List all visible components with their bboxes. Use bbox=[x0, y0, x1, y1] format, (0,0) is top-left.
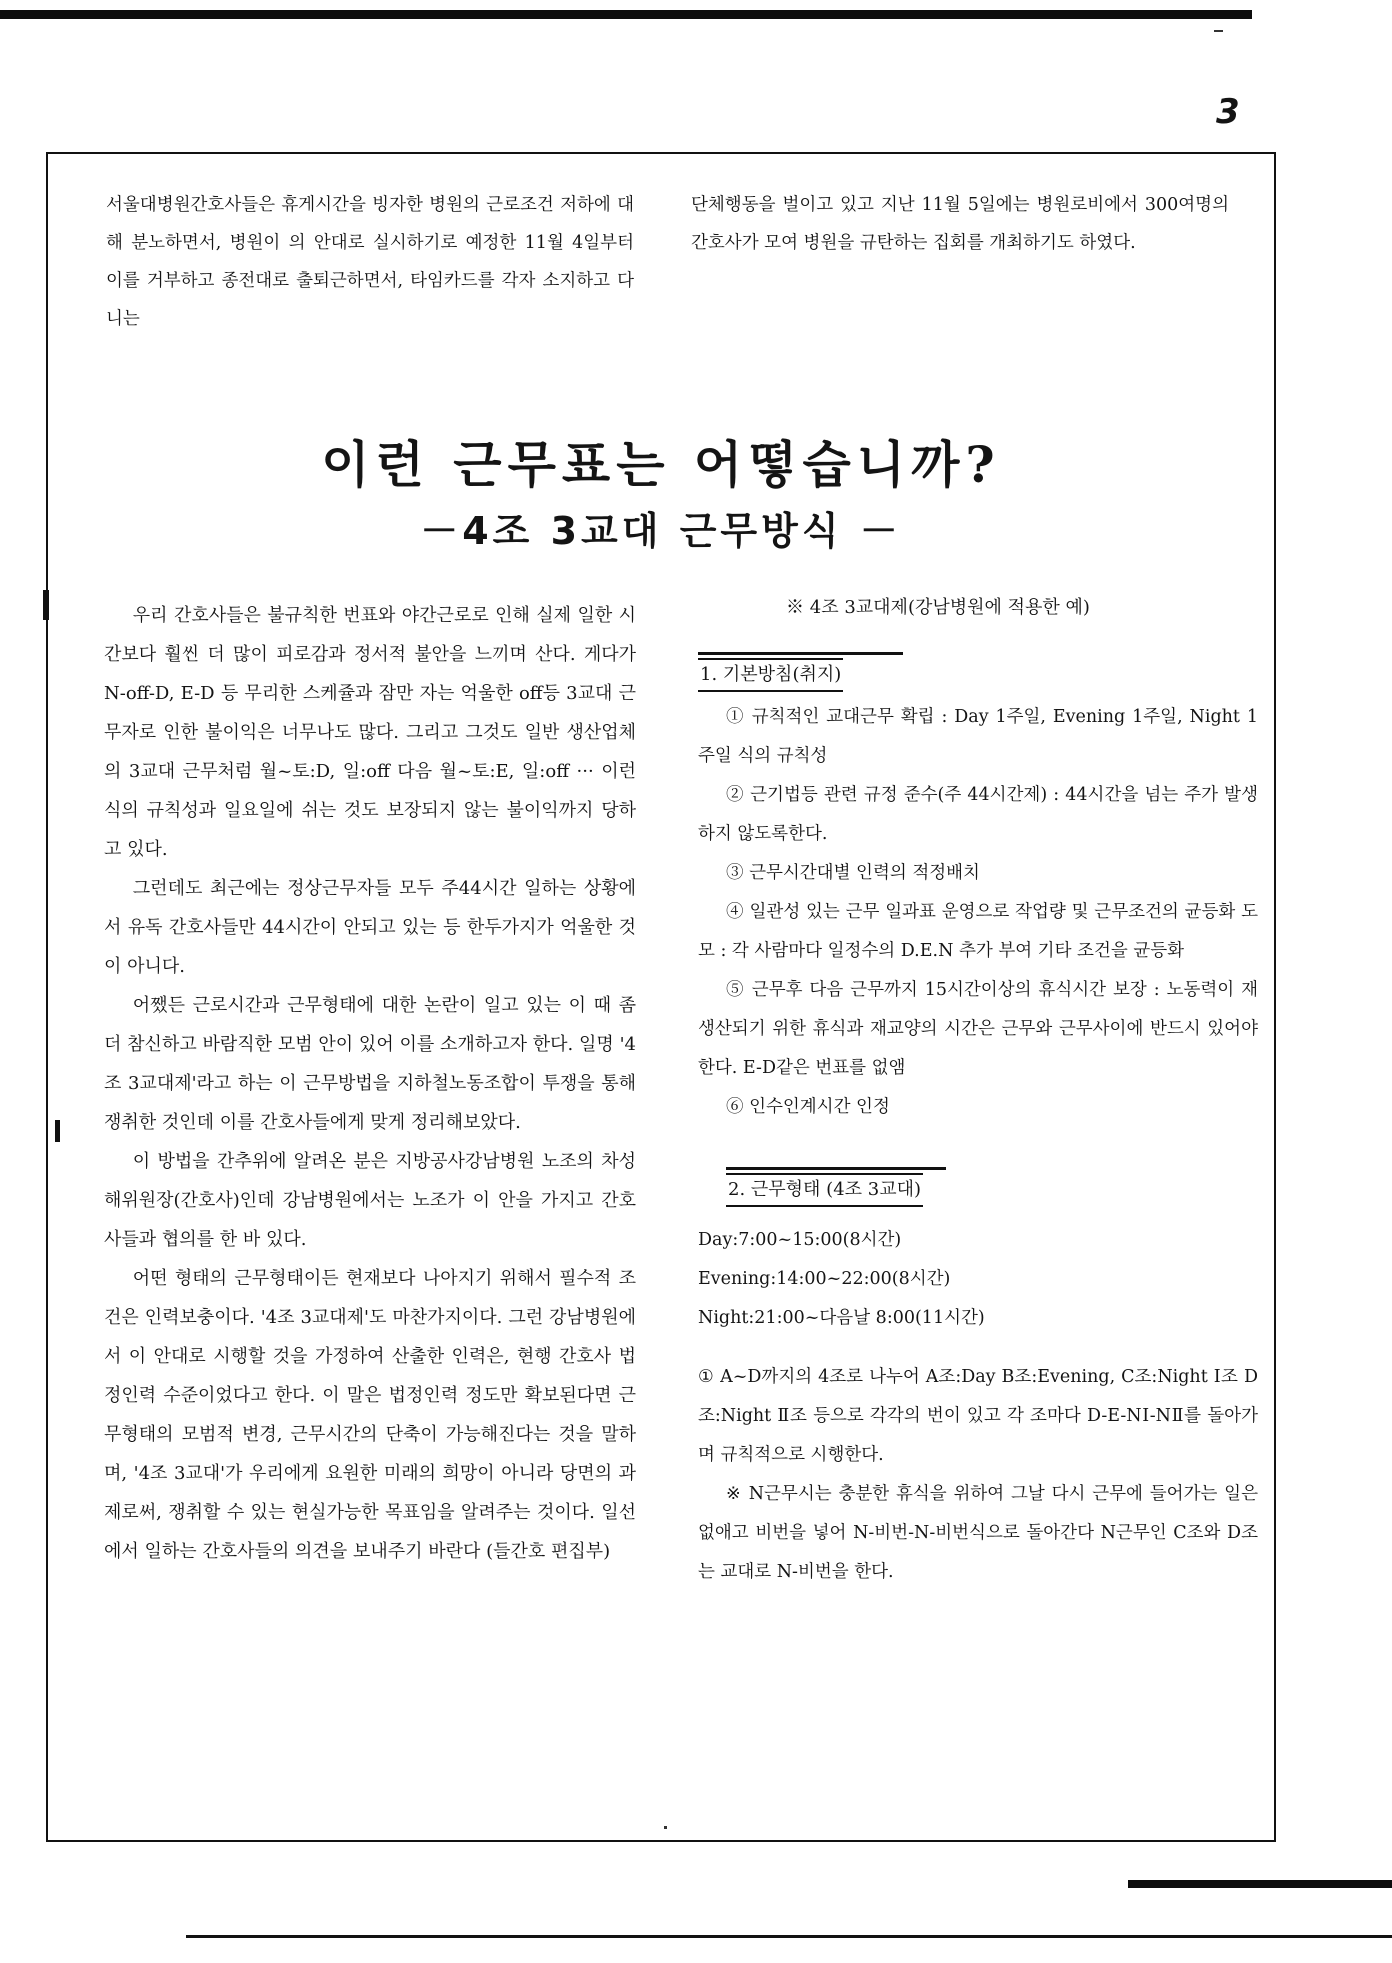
body-left-column bbox=[104, 596, 636, 1571]
shift-time: Night:21:00~다음날 8:00(11시간) bbox=[698, 1308, 985, 1328]
section2-note: ※ N근무시는 충분한 휴식을 위하여 그날 다시 근무에 들어가는 일은 없애고 비번을 넣어 N-비번-N-비번식으로 돌아간다 N근무인 C조와 D조는 교대로 N-비번을 한다. bbox=[698, 1484, 1258, 1582]
section2-heading-wrap bbox=[726, 1173, 1258, 1213]
heading-rule bbox=[726, 1167, 946, 1170]
section1-heading: 1. 기본방침(취지) bbox=[698, 658, 843, 692]
intro-right-text: 단체행동을 벌이고 있고 지난 11월 5일에는 병원로비에서 300여명의 간호사가 모여 병원을 규탄하는 집회를 개최하기도 하였다. bbox=[691, 195, 1229, 253]
bottom-border-bar bbox=[1128, 1880, 1392, 1888]
article-title: 이런 근무표는 어떻습니까? bbox=[321, 435, 1001, 494]
section1-item: ① 규칙적인 교대근무 확립 : Day 1주일, Evening 1주일, Night 1주일 식의 규칙성 bbox=[698, 707, 1258, 766]
intro-left-text: 서울대병원간호사들은 휴게시간을 빙자한 병원의 근로조건 저하에 대해 분노하면서, 병원이 의 안대로 실시하기로 예정한 11월 4일부터 이를 거부하고 종전대로 출퇴근하면서, 타임카드를 각자 소지하고 다니는 bbox=[106, 195, 634, 329]
article-subtitle: －4조 3교대 근무방식 － bbox=[420, 509, 902, 553]
section2-heading: 2. 근무형태 (4조 3교대) bbox=[726, 1173, 923, 1207]
intro-left-column bbox=[106, 186, 634, 338]
shift-time: Day:7:00~15:00(8시간) bbox=[698, 1230, 902, 1250]
body-right-column bbox=[698, 594, 1258, 1592]
page-number: 3 bbox=[1216, 92, 1240, 132]
intro-right-column bbox=[691, 186, 1229, 262]
body-paragraph: 그런데도 최근에는 정상근무자들 모두 주44시간 일하는 상황에서 유독 간호사들만 44시간이 안되고 있는 등 한두가지가 억울한 것이 아니다. bbox=[104, 878, 636, 977]
section1-item: ⑥ 인수인계시간 인정 bbox=[726, 1097, 890, 1117]
scan-mark bbox=[55, 1120, 60, 1142]
body-paragraph: 우리 간호사들은 불규칙한 번표와 야간근로로 인해 실제 일한 시간보다 훨씬 더 많이 피로감과 정서적 불안을 느끼며 산다. 게다가 N-off-D, E-D 등 무리한 스케쥴과 잠만 자는 억울한 off등 3교대 근무자로 인한 불이익은 너무나도 많다. 그리고 그것도 일반 생산업체의 3교대 근무처럼 월~토:D, 일:off 다음 월~토:E, 일:off ··· 이런 식의 규칙성과 일요일에 쉬는 것도 보장되지 않는 불이익까지 당하고 있다. bbox=[104, 605, 636, 860]
scan-mark bbox=[43, 590, 49, 620]
heading-rule bbox=[698, 652, 903, 655]
section1-item: ⑤ 근무후 다음 근무까지 15시간이상의 휴식시간 보장 : 노동력이 재생산되기 위한 휴식과 재교양의 시간은 근무와 근무사이에 반드시 있어야 한다. E-D같은 번표를 없앰 bbox=[698, 980, 1258, 1078]
section1-heading-wrap bbox=[698, 658, 1258, 698]
shift-time: Evening:14:00~22:00(8시간) bbox=[698, 1269, 951, 1289]
example-caption: ※ 4조 3교대제(강남병원에 적용한 예) bbox=[786, 597, 1090, 618]
section1-item: ② 근기법등 관련 규정 준수(주 44시간제) : 44시간을 넘는 주가 발생하지 않도록한다. bbox=[698, 785, 1258, 844]
bottom-border-line bbox=[186, 1935, 1392, 1938]
body-paragraph: 이 방법을 간추위에 알려온 분은 지방공사강남병원 노조의 차성해위원장(간호사)인데 강남병원에서는 노조가 이 안을 가지고 간호사들과 협의를 한 바 있다. bbox=[104, 1151, 636, 1250]
body-paragraph: 어쨌든 근로시간과 근무형태에 대한 논란이 일고 있는 이 때 좀 더 참신하고 바람직한 모범 안이 있어 이를 소개하고자 한다. 일명 '4조 3교대제'라고 하는 이 근무방법을 지하철노동조합이 투쟁을 통해 쟁취한 것인데 이를 간호사들에게 맞게 정리해보았다. bbox=[104, 995, 636, 1133]
section2-rule: ① A~D까지의 4조로 나누어 A조:Day B조:Evening, C조:Night Ⅰ조 D조:Night Ⅱ조 등으로 각각의 번이 있고 각 조마다 D-E-NⅠ-NⅡ를 돌아가며 규칙적으로 시행한다. bbox=[698, 1367, 1258, 1465]
top-border-bar bbox=[0, 10, 1252, 19]
section1-item: ③ 근무시간대별 인력의 적정배치 bbox=[726, 863, 980, 883]
section1-item: ④ 일관성 있는 근무 일과표 운영으로 작업량 및 근무조건의 균등화 도모 : 각 사람마다 일정수의 D.E.N 추가 부여 기타 조건을 균등화 bbox=[698, 902, 1258, 961]
scan-mark bbox=[664, 1826, 667, 1829]
body-paragraph: 어떤 형태의 근무형태이든 현재보다 나아지기 위해서 필수적 조건은 인력보충이다. '4조 3교대제'도 마찬가지이다. 그런 강남병원에서 이 안대로 시행할 것을 가정하여 산출한 인력은, 현행 간호사 법정인력 수준이었다고 한다. 이 말은 법정인력 정도만 확보된다면 근무형태의 모범적 변경, 근무시간의 단축이 가능해진다는 것을 말하며, '4조 3교대'가 우리에게 요원한 미래의 희망이 아니라 당면의 과제로써, 쟁취할 수 있는 현실가능한 목표임을 알려주는 것이다. 일선에서 일하는 간호사들의 의견을 보내주기 바란다 (들간호 편집부) bbox=[104, 1268, 636, 1562]
scan-mark bbox=[1214, 30, 1223, 32]
